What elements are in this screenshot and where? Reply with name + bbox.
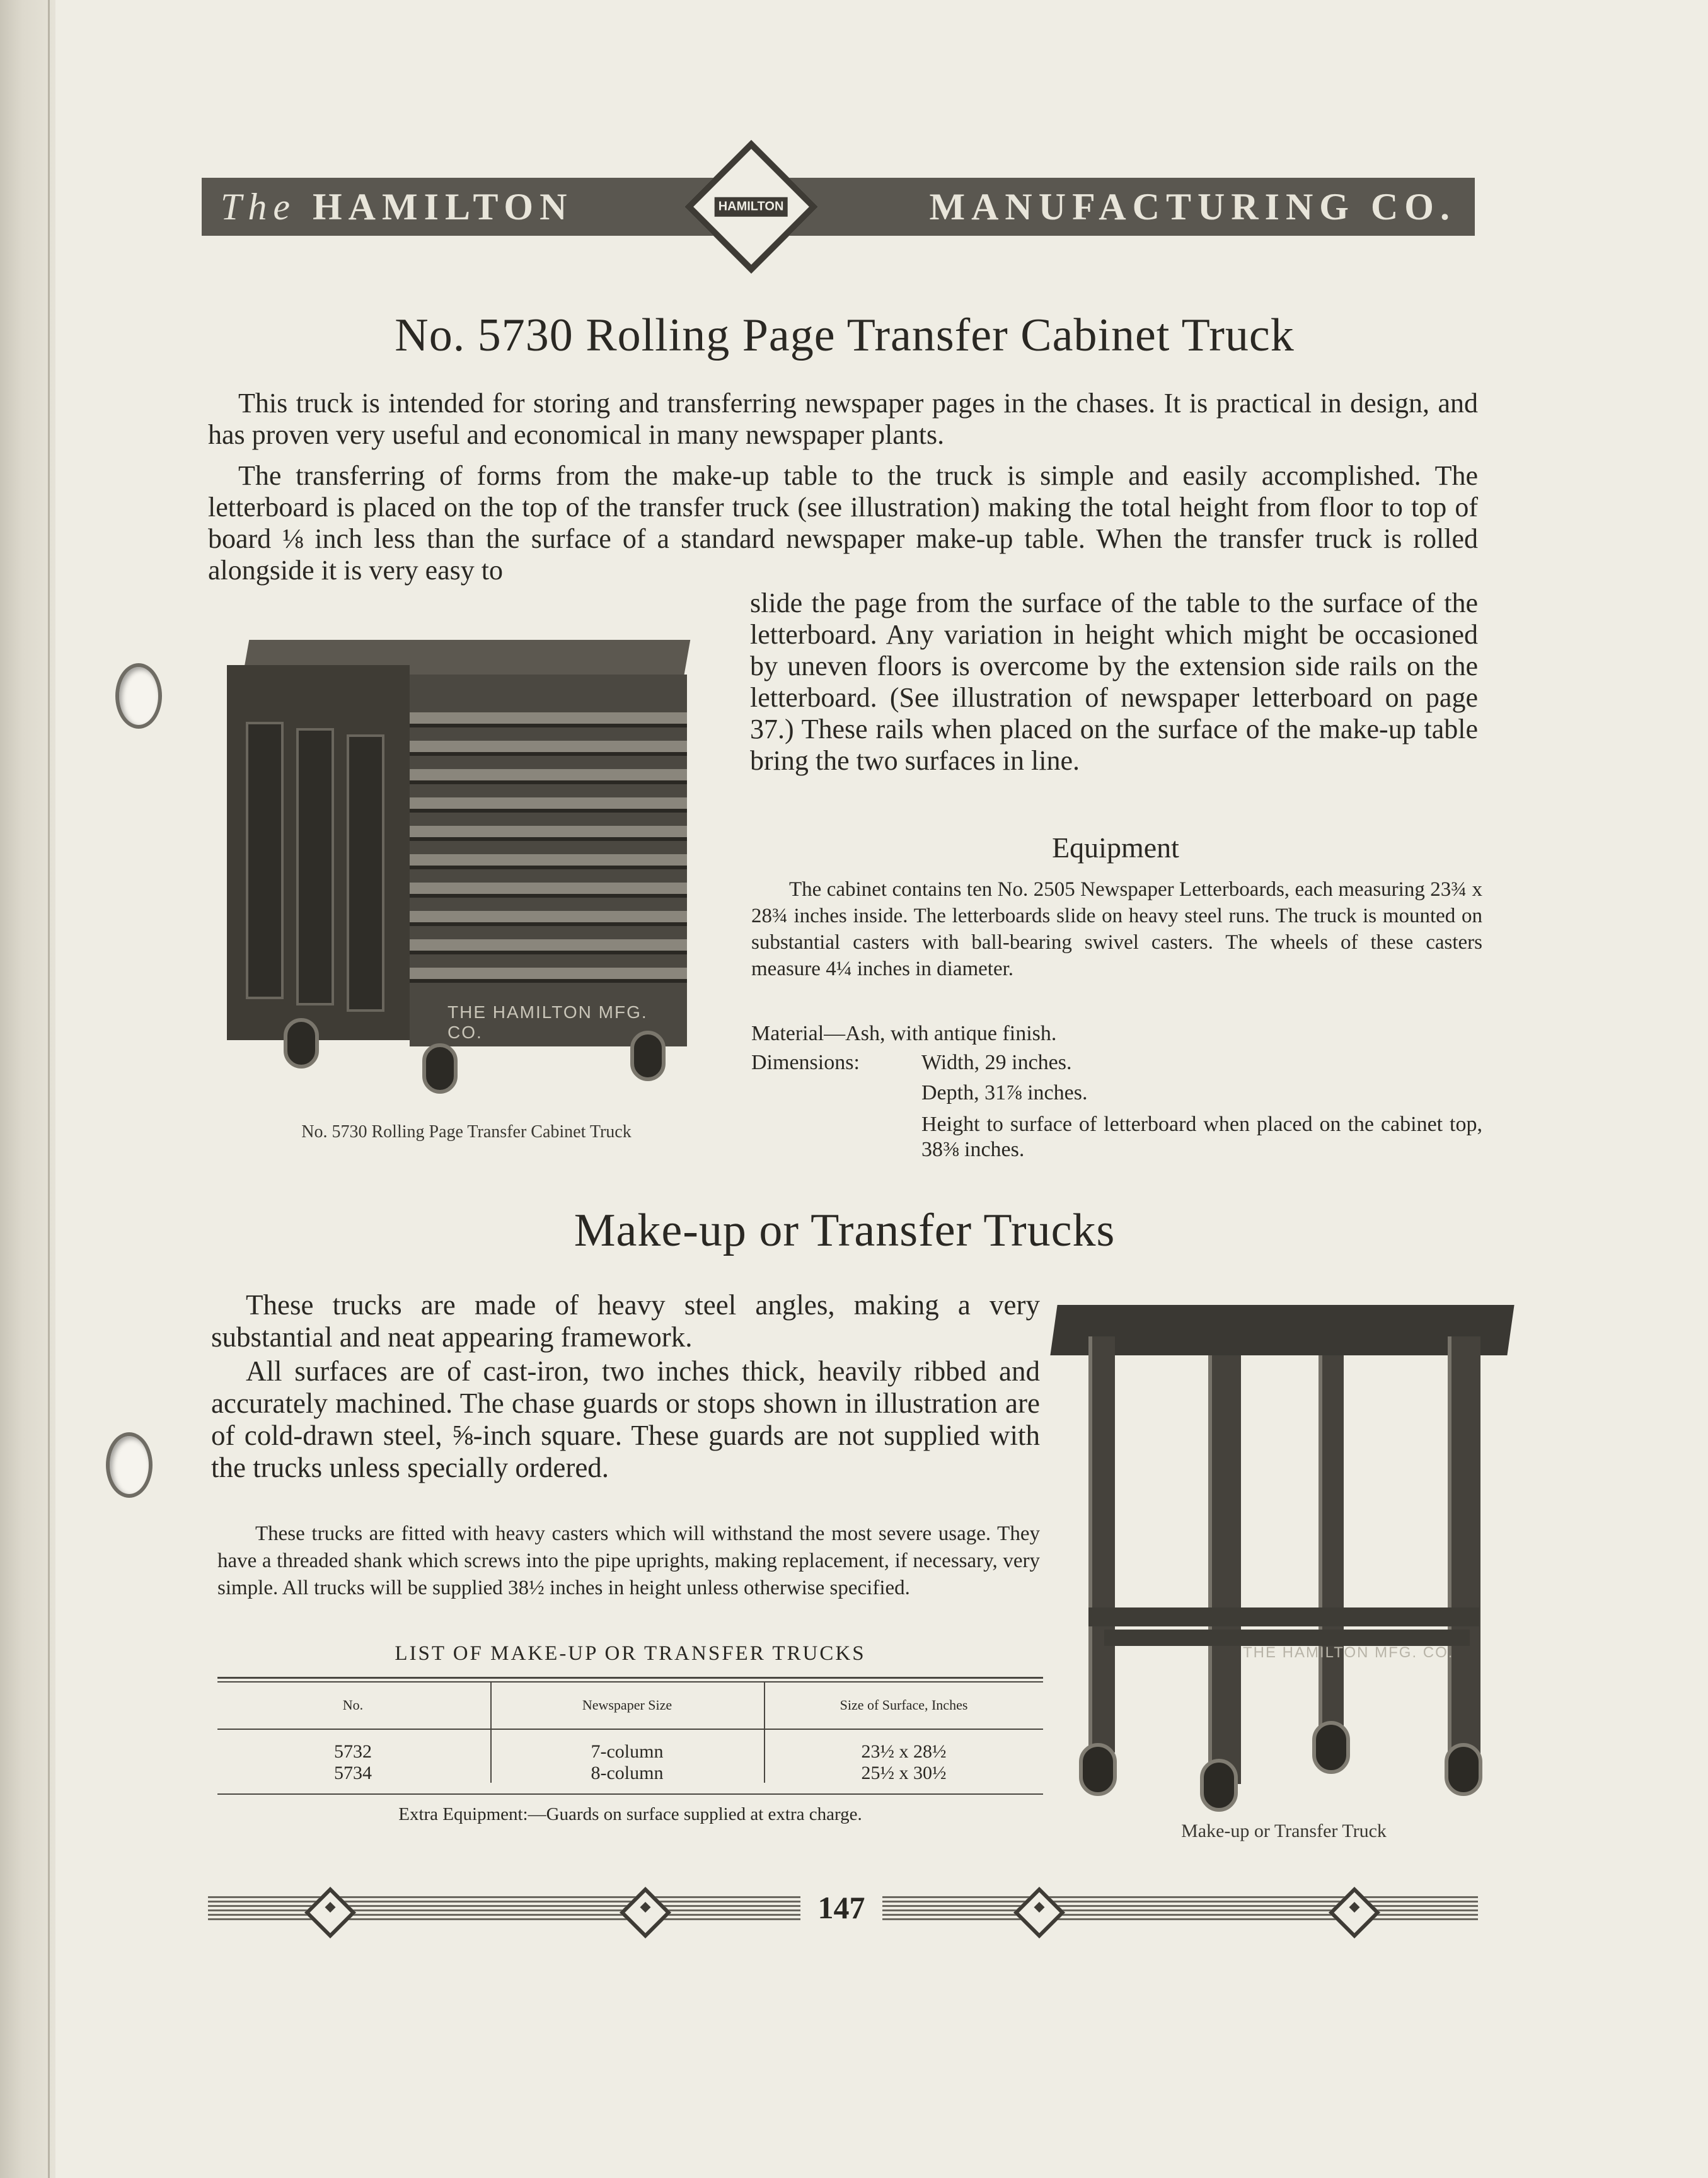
section2-paragraph-1: These trucks are made of heavy steel angles, making a very substantial and neat appearing framework. [211, 1289, 1040, 1353]
transfer-truck-illustration [1054, 1299, 1514, 1803]
truck-table-title: LIST OF MAKE-UP OR TRANSFER TRUCKS [395, 1642, 866, 1665]
cabinet-front [410, 675, 687, 1046]
cabinet-maker-mark: THE HAMILTON MFG. CO. [447, 1002, 648, 1042]
extra-equipment-note: Extra Equipment:—Guards on surface supplied at extra charge. [398, 1804, 862, 1824]
section2-paragraph-3: These trucks are fitted with heavy casters which will withstand the most severe usage. They have a threaded shank which screws into the pipe uprights, making replacement, if necessary, very simple. All trucks will be supplied 38½ inches in height unless otherwise specified. [217, 1522, 1040, 1599]
table-cell: 25½ x 30½ [861, 1763, 947, 1783]
truck-lower-shelf [1088, 1607, 1479, 1626]
section1-paragraph-2-wrap: slide the page from the surface of the table to the surface of the letterboard. Any variation in height which might be occasioned by uneven floors is overcome by the extension side rails on the letterboard. (See illustration of newspaper letterboard on page 37.) These rails when placed on the surface of the make-up table bring the two surfaces in line. [750, 588, 1478, 776]
dimension-height: Height to surface of letterboard when placed on the cabinet top, 38⅜ inches. [921, 1113, 1482, 1161]
binder-hole-top [115, 663, 162, 729]
table-header-surface: Size of Surface, Inches [840, 1697, 968, 1713]
truck-maker-mark: THE HAMILTON MFG. CO. [1243, 1644, 1454, 1661]
table-cell: 5734 [334, 1763, 372, 1783]
table-header-size: Newspaper Size [582, 1697, 672, 1713]
binder-hole-bottom [106, 1432, 153, 1498]
header-hamilton: HAMILTON [313, 185, 574, 228]
page-number: 147 [800, 1888, 882, 1927]
equipment-text: The cabinet contains ten No. 2505 Newspaper Letterboards, each measuring 23¾ x 28¾ inches inside. The letterboards slide on heavy steel runs. The truck is mounted on substantial casters with ball-bearing swivel casters. The wheels of these casters measure 4¼ inches in diameter. [751, 878, 1482, 980]
table-cell: 7-column [591, 1741, 664, 1762]
cabinet-truck-illustration [221, 627, 712, 1106]
cabinet-side [227, 665, 410, 1040]
caster-wheel [630, 1031, 666, 1081]
table-header-no: No. [342, 1697, 364, 1713]
caster-wheel [1079, 1743, 1117, 1796]
equipment-heading: Equipment [1052, 831, 1179, 864]
caster-wheel [1200, 1759, 1238, 1812]
section2-title: Make-up or Transfer Trucks [574, 1205, 1116, 1256]
company-header-band [202, 178, 1475, 236]
section1-paragraph-2: The transferring of forms from the make-up table to the truck is simple and easily accomplished. The letterboard is placed on the top of the transfer truck (see illustration) making the total height from floor to top of board ⅛ inch less than the surface of a standard newspaper make-up table. When the transfer truck is rolled alongside it is very easy to [208, 460, 1478, 586]
truck-surface [1050, 1305, 1514, 1355]
dimensions-label: Dimensions: [751, 1051, 860, 1074]
dimension-width: Width, 29 inches. [921, 1051, 1072, 1074]
section2-paragraph-2: All surfaces are of cast-iron, two inches thick, heavily ribbed and accurately machined. The chase guards or stops shown in illustration are of cold-drawn steel, ⅝-inch square. These guards are not supplied with the trucks unless specially ordered. [211, 1355, 1040, 1483]
header-manufacturing: MANUFACTURING CO. [929, 185, 1456, 228]
section1-title: No. 5730 Rolling Page Transfer Cabinet Truck [395, 310, 1295, 361]
gutter-line [48, 0, 50, 2178]
caster-wheel [1312, 1721, 1350, 1774]
material-spec: Material—Ash, with antique finish. [751, 1022, 1057, 1045]
table-cell: 23½ x 28½ [861, 1741, 947, 1762]
header-the: The [221, 185, 296, 228]
truck-figure-caption: Make-up or Transfer Truck [1181, 1821, 1387, 1841]
caster-wheel [284, 1018, 319, 1069]
dimension-depth: Depth, 31⅞ inches. [921, 1081, 1088, 1104]
cabinet-figure-caption: No. 5730 Rolling Page Transfer Cabinet Truck [301, 1122, 632, 1142]
logo-text: HAMILTON [715, 197, 788, 216]
caster-wheel [1445, 1743, 1482, 1796]
table-cell: 5732 [334, 1741, 372, 1762]
table-cell: 8-column [591, 1763, 664, 1783]
section1-paragraph-1: This truck is intended for storing and transferring newspaper pages in the chases. It is practical in design, and has proven very useful and economical in many newspaper plants. [208, 388, 1478, 450]
caster-wheel [422, 1043, 458, 1094]
